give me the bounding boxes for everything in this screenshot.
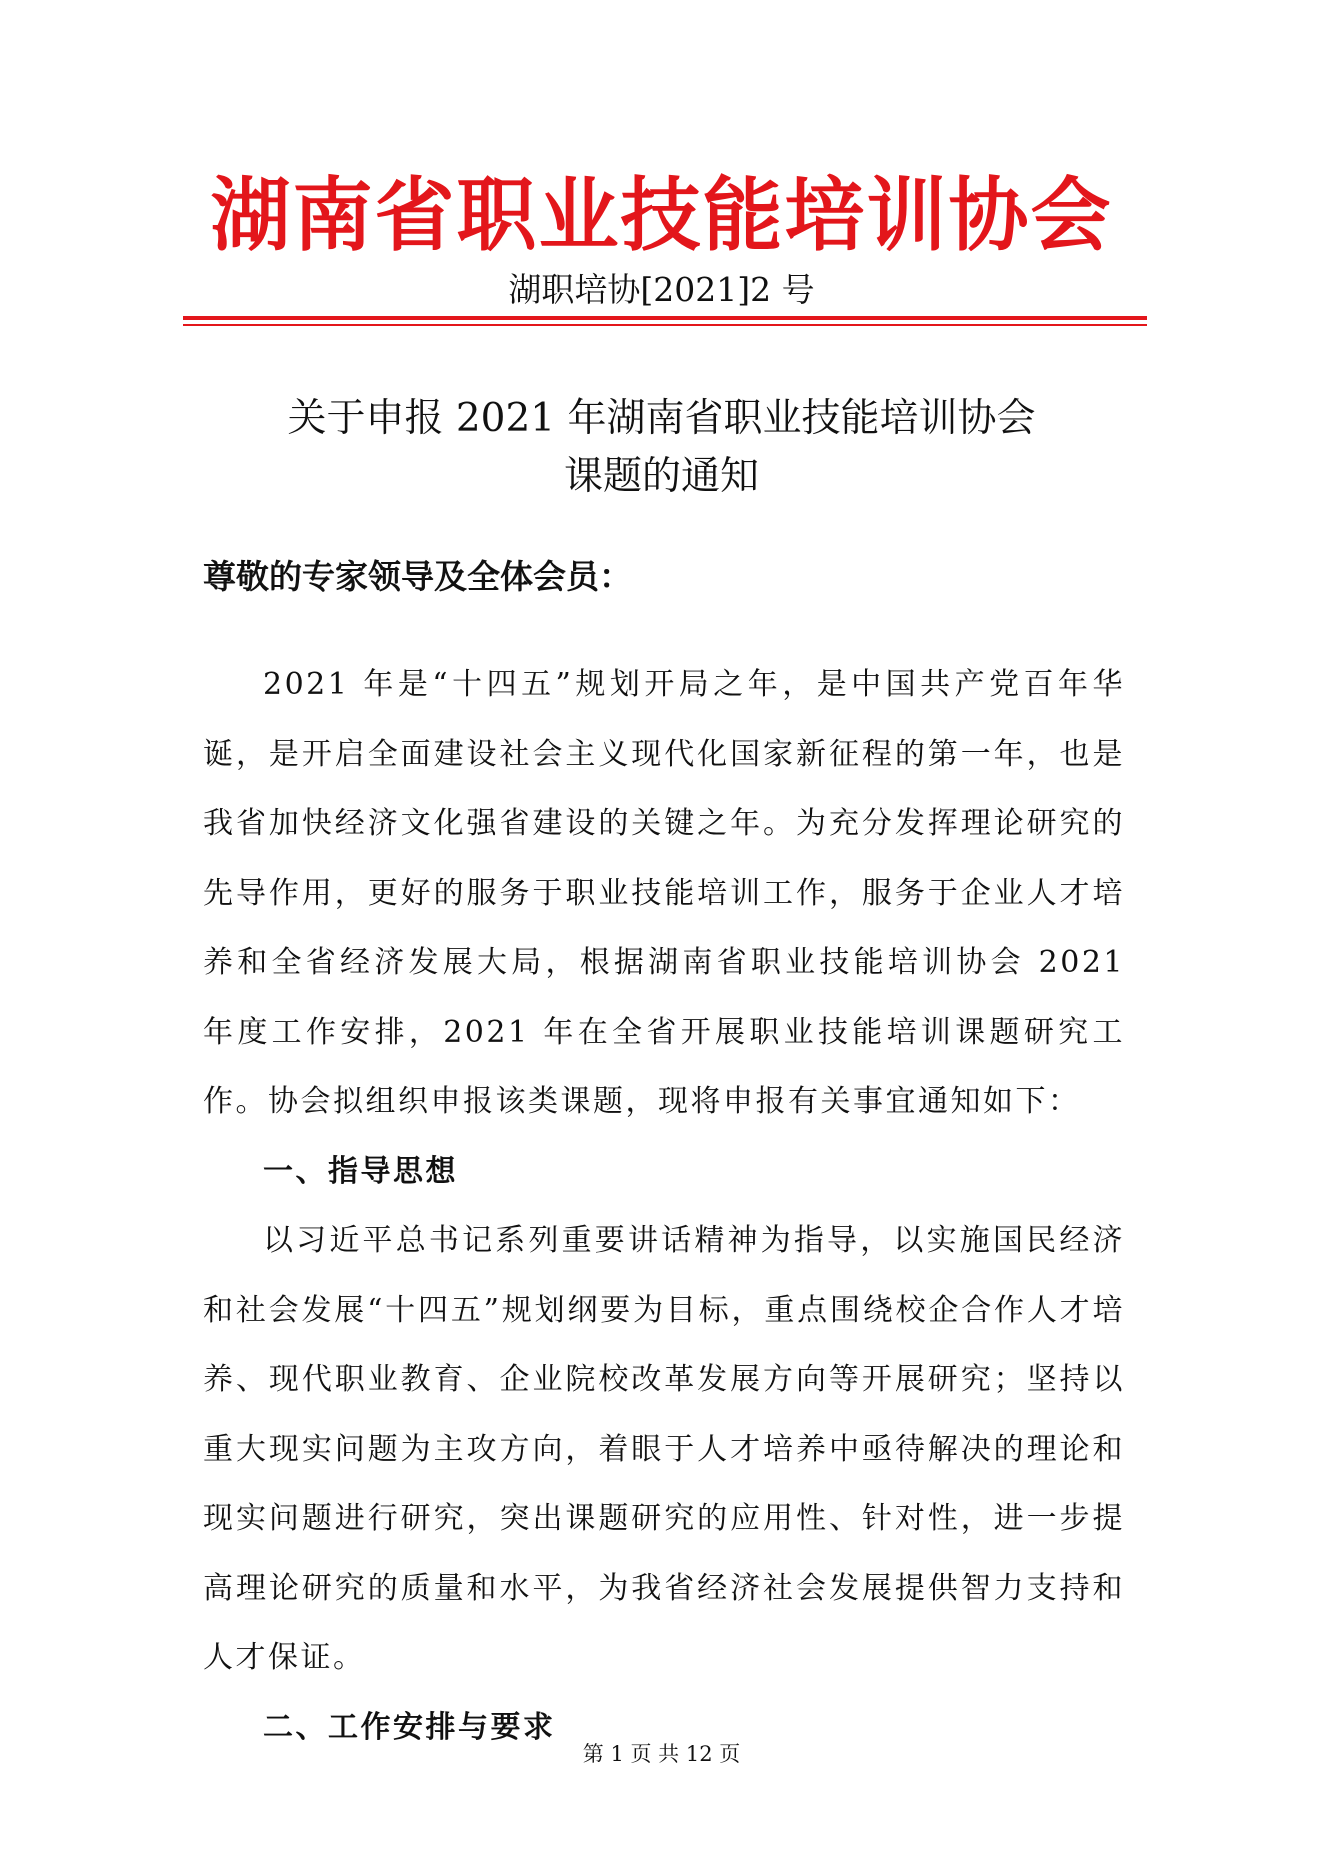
header-divider-thick xyxy=(183,316,1147,320)
header-divider-thin xyxy=(183,324,1147,326)
document-title xyxy=(0,390,1323,506)
section-heading-work-arrangement: 二、工作安排与要求 xyxy=(263,1709,556,1745)
document-title-line-2: 课题的通知 xyxy=(563,454,759,499)
organization-title: 湖南省职业技能培训协会 xyxy=(210,169,1113,262)
guiding-ideology-paragraph: 以习近平总书记系列重要讲话精神为指导，以实施国民经济和社会发展“十四五”规划纲要为目标，重点围绕校企合作人才培养、现代职业教育、企业院校改革发展方向等开展研究；坚持以重大现实问题为主攻方向，着眼于人才培养中亟待解决的理论和现实问题进行研究，突出课题研究的应用性、针对性，进一步提高理论研究的质量和水平，为我省经济社会发展提供智力支持和人才保证。 xyxy=(203,1223,1125,1675)
document-body xyxy=(203,650,1125,1762)
document-number: 湖职培协[2021]2 号 xyxy=(508,270,815,309)
section-heading-guiding-ideology: 一、指导思想 xyxy=(263,1153,458,1189)
page-number: 第 1 页 共 12 页 xyxy=(582,1742,741,1766)
salutation: 尊敬的专家领导及全体会员： xyxy=(203,557,632,596)
intro-paragraph: 2021 年是“十四五”规划开局之年，是中国共产党百年华诞，是开启全面建设社会主义现代化国家新征程的第一年，也是我省加快经济文化强省建设的关键之年。为充分发挥理论研究的先导作用，更好的服务于职业技能培训工作，服务于企业人才培养和全省经济发展大局，根据湖南省职业技能培训协会 2021 年度工作安排，2021 年在全省开展职业技能培训课题研究工作。协会拟组织申报该类课题，现将申报有关事宜通知如下： xyxy=(203,667,1125,1119)
document-title-line-1: 关于申报 2021 年湖南省职业技能培训协会 xyxy=(287,396,1036,441)
